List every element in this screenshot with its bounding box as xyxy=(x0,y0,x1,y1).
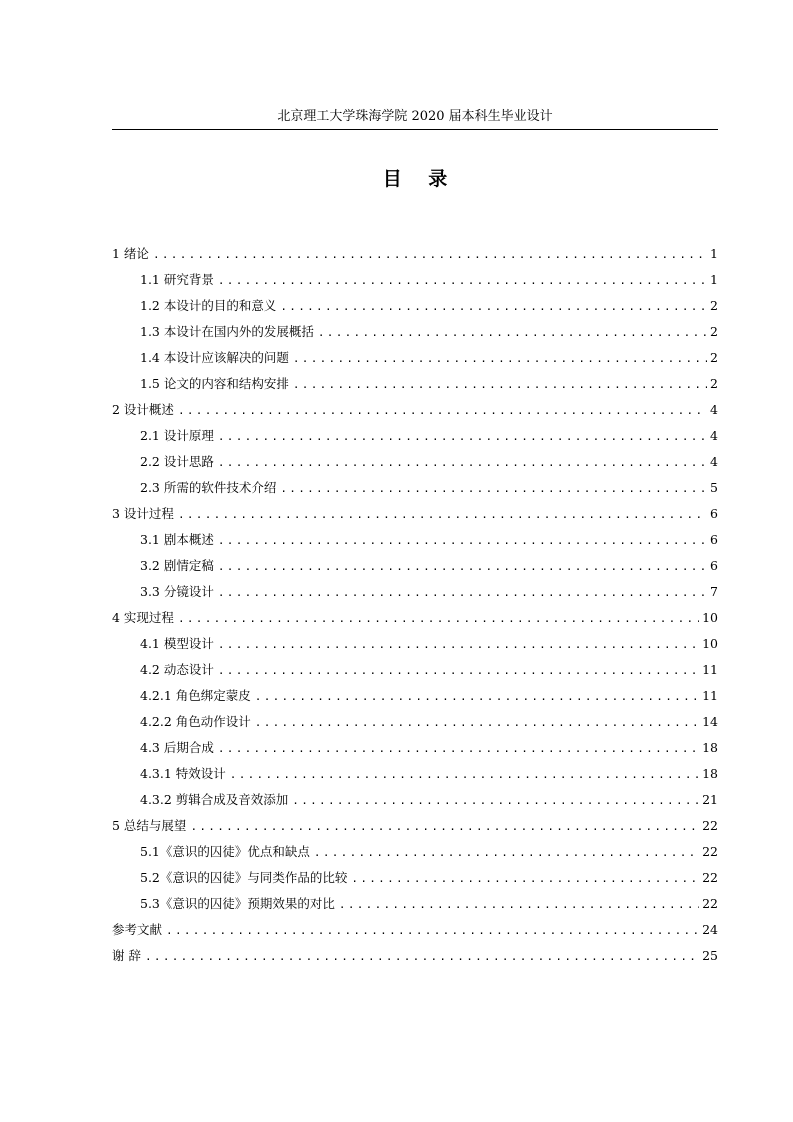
toc-entry[interactable] xyxy=(112,814,718,838)
toc-entry-page: 11 xyxy=(702,688,718,703)
toc-entry-page: 10 xyxy=(702,610,718,625)
toc-dot-leader xyxy=(178,607,699,631)
toc-entry[interactable] xyxy=(112,450,718,474)
toc-entry[interactable] xyxy=(112,476,718,500)
toc-entry-page: 25 xyxy=(702,948,718,963)
toc-entry-page: 2 xyxy=(710,376,718,391)
toc-entry[interactable] xyxy=(112,892,718,916)
toc-entry[interactable] xyxy=(112,840,718,864)
toc-entry[interactable] xyxy=(112,242,718,266)
toc-entry-page: 2 xyxy=(710,324,718,339)
toc-dot-leader xyxy=(339,893,699,917)
toc-entry-label: 5.3《意识的囚徒》预期效果的对比 xyxy=(140,896,335,911)
toc-entry-label: 3.2 剧情定稿 xyxy=(140,558,214,573)
toc-entry-page: 18 xyxy=(702,740,718,755)
toc-dot-leader xyxy=(218,425,707,449)
toc-dot-leader xyxy=(280,477,707,501)
toc-entry-page: 14 xyxy=(702,714,718,729)
toc-dot-leader xyxy=(314,841,699,865)
toc-dot-leader xyxy=(293,373,707,397)
toc-dot-leader xyxy=(255,711,699,735)
toc-dot-leader xyxy=(218,451,707,475)
toc-entry-label: 4.3.2 剪辑合成及音效添加 xyxy=(140,792,289,807)
toc-dot-leader xyxy=(178,399,707,423)
toc-entry-page: 5 xyxy=(710,480,718,495)
toc-entry-label: 1.1 研究背景 xyxy=(140,272,214,287)
toc-dot-leader xyxy=(218,737,699,761)
toc-entry-page: 1 xyxy=(710,246,718,261)
toc-entry[interactable] xyxy=(112,684,718,708)
toc-dot-leader xyxy=(218,555,707,579)
toc-dot-leader xyxy=(218,269,707,293)
toc-entry[interactable] xyxy=(112,294,718,318)
toc-entry-label: 4.2.1 角色绑定蒙皮 xyxy=(140,688,251,703)
toc-entry-page: 6 xyxy=(710,558,718,573)
toc-dot-leader xyxy=(218,529,707,553)
toc-entry[interactable] xyxy=(112,788,718,812)
toc-entry-label: 4 实现过程 xyxy=(112,610,174,625)
toc-entry[interactable] xyxy=(112,866,718,890)
toc-entry-page: 4 xyxy=(710,454,718,469)
toc-entry-label: 3 设计过程 xyxy=(112,506,174,521)
toc-dot-leader xyxy=(230,763,699,787)
toc-entry-label: 3.3 分镜设计 xyxy=(140,584,214,599)
toc-entry-label: 4.3.1 特效设计 xyxy=(140,766,226,781)
toc-entry[interactable] xyxy=(112,554,718,578)
toc-entry[interactable] xyxy=(112,502,718,526)
toc-entry-page: 2 xyxy=(710,298,718,313)
toc-entry[interactable] xyxy=(112,424,718,448)
toc-entry-label: 1.2 本设计的目的和意义 xyxy=(140,298,277,313)
toc-entry[interactable] xyxy=(112,398,718,422)
page-header: 北京理工大学珠海学院 2020 届本科生毕业设计 xyxy=(277,109,553,124)
toc-entry[interactable] xyxy=(112,580,718,604)
toc-entry-label: 谢 辞 xyxy=(112,948,141,963)
toc-entry[interactable] xyxy=(112,528,718,552)
toc-entry-page: 22 xyxy=(702,818,718,833)
toc-entry-page: 6 xyxy=(710,532,718,547)
toc-dot-leader xyxy=(218,659,699,683)
toc-entry-label: 5.2《意识的囚徒》与同类作品的比较 xyxy=(140,870,348,885)
toc-entry[interactable] xyxy=(112,372,718,396)
toc-entry-page: 7 xyxy=(710,584,718,599)
toc-dot-leader xyxy=(280,295,707,319)
toc-entry-page: 6 xyxy=(710,506,718,521)
toc-entry-page: 22 xyxy=(702,896,718,911)
toc-entry-page: 11 xyxy=(702,662,718,677)
toc-dot-leader xyxy=(293,347,707,371)
toc-entry-label: 5 总结与展望 xyxy=(112,818,187,833)
toc-entry[interactable] xyxy=(112,762,718,786)
toc-entry-page: 2 xyxy=(710,350,718,365)
toc-entry-label: 5.1《意识的囚徒》优点和缺点 xyxy=(140,844,310,859)
toc-dot-leader xyxy=(218,581,707,605)
toc-dot-leader xyxy=(166,919,699,943)
toc-entry[interactable] xyxy=(112,658,718,682)
toc-dot-leader xyxy=(292,789,699,813)
toc-dot-leader xyxy=(318,321,707,345)
toc-entry-page: 18 xyxy=(702,766,718,781)
toc-entry-label: 4.3 后期合成 xyxy=(140,740,214,755)
toc-entry-page: 4 xyxy=(710,402,718,417)
toc-entry[interactable] xyxy=(112,944,718,968)
toc-entry[interactable] xyxy=(112,710,718,734)
toc-entry-label: 1.4 本设计应该解决的问题 xyxy=(140,350,289,365)
toc-entry-page: 1 xyxy=(710,272,718,287)
toc-entry-label: 1 绪论 xyxy=(112,246,149,261)
toc-entry-label: 1.3 本设计在国内外的发展概括 xyxy=(140,324,314,339)
toc-entry-label: 4.1 模型设计 xyxy=(140,636,214,651)
toc-entry-label: 2.3 所需的软件技术介绍 xyxy=(140,480,277,495)
toc-entry-page: 24 xyxy=(702,922,718,937)
toc-dot-leader xyxy=(153,243,707,267)
toc-entry[interactable] xyxy=(112,346,718,370)
toc-entry[interactable] xyxy=(112,268,718,292)
toc-dot-leader xyxy=(255,685,699,709)
toc-dot-leader xyxy=(145,945,699,969)
toc-entry-label: 1.5 论文的内容和结构安排 xyxy=(140,376,289,391)
toc-entry-label: 参考文献 xyxy=(112,922,163,937)
toc-entry[interactable] xyxy=(112,736,718,760)
toc-dot-leader xyxy=(218,633,699,657)
toc-entry-label: 4.2.2 角色动作设计 xyxy=(140,714,251,729)
header-divider xyxy=(112,129,718,130)
toc-entry-label: 4.2 动态设计 xyxy=(140,662,214,677)
toc-entry-page: 4 xyxy=(710,428,718,443)
toc-entry-page: 22 xyxy=(702,844,718,859)
toc-entry[interactable] xyxy=(112,320,718,344)
toc-entry-label: 2.2 设计思路 xyxy=(140,454,214,469)
toc-dot-leader xyxy=(178,503,707,527)
toc-entry-page: 10 xyxy=(702,636,718,651)
toc-entry-label: 3.1 剧本概述 xyxy=(140,532,214,547)
toc-entry[interactable] xyxy=(112,606,718,630)
toc-entry-label: 2.1 设计原理 xyxy=(140,428,214,443)
toc-title: 目 录 xyxy=(382,168,458,190)
toc-entry-page: 22 xyxy=(702,870,718,885)
toc-entry-label: 2 设计概述 xyxy=(112,402,174,417)
toc-entry[interactable] xyxy=(112,632,718,656)
toc-entry-page: 21 xyxy=(702,792,718,807)
toc-dot-leader xyxy=(190,815,699,839)
toc-entry[interactable] xyxy=(112,918,718,942)
toc-dot-leader xyxy=(351,867,699,891)
